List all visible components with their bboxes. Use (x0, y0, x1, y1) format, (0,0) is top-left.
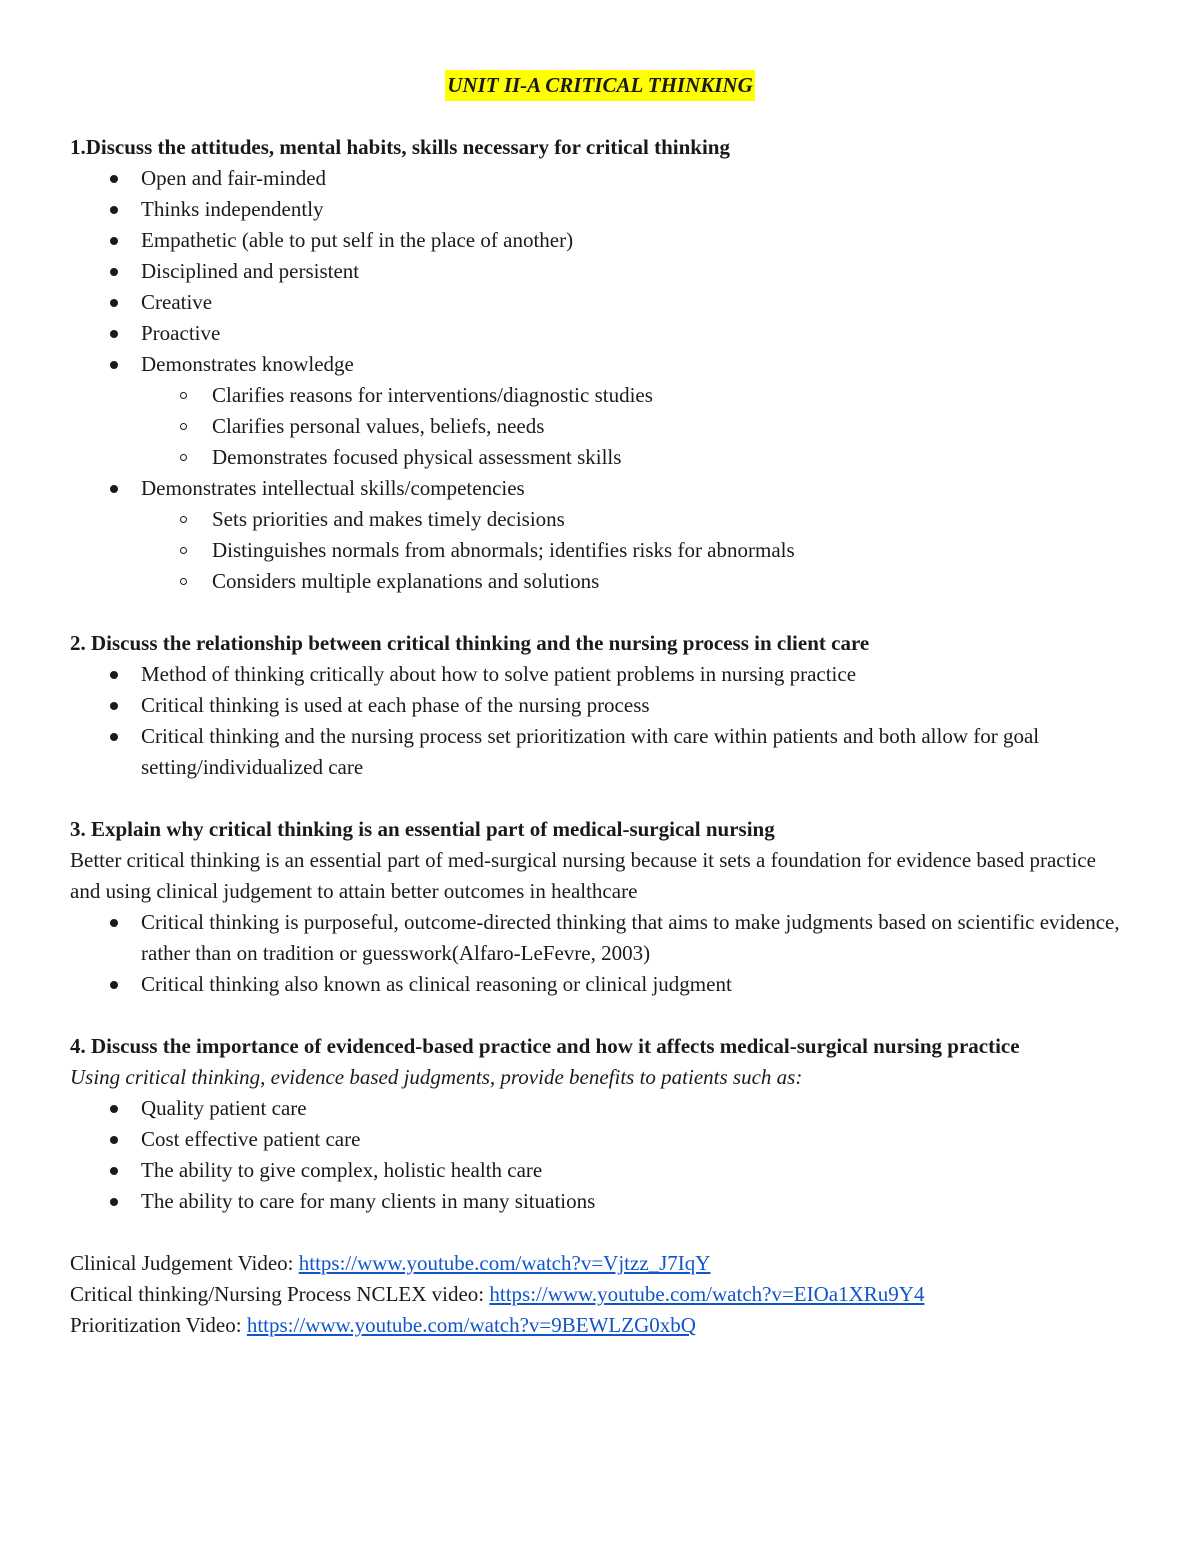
bullet-icon (110, 237, 118, 245)
bullet-icon (110, 361, 118, 369)
list-item: Demonstrates knowledge Clarifies reasons for interventions/diagnostic studies Clarifies personal values, beliefs, needs Demonstrates focused physical assessment skills (70, 349, 1130, 473)
list-item: Disciplined and persistent (70, 256, 1130, 287)
list-item: Critical thinking and the nursing process set prioritization with care within patients and both allow for goal setting/individualized care (70, 721, 1130, 783)
q3-list (70, 907, 1130, 1000)
q2-list (70, 659, 1130, 783)
list-item: Quality patient care (70, 1093, 1130, 1124)
page-title: UNIT II-A CRITICAL THINKING (445, 70, 755, 101)
hollow-bullet-icon (180, 423, 187, 430)
video-label: Prioritization Video: (70, 1313, 247, 1337)
list-item: The ability to care for many clients in many situations (70, 1186, 1130, 1217)
hollow-bullet-icon (180, 578, 187, 585)
list-item: Critical thinking is purposeful, outcome-directed thinking that aims to make judgments based on scientific evidence, rather than on tradition or guesswork(Alfaro-LeFevre, 2003) (70, 907, 1130, 969)
sub-list-item: Sets priorities and makes timely decisions (141, 504, 1130, 535)
hollow-bullet-icon (180, 392, 187, 399)
list-item: Critical thinking is used at each phase of the nursing process (70, 690, 1130, 721)
hollow-bullet-icon (180, 547, 187, 554)
q1-heading: 1.Discuss the attitudes, mental habits, skills necessary for critical thinking (70, 135, 730, 159)
video-line-nclex (70, 1279, 1130, 1310)
document-body (70, 70, 1130, 1341)
bullet-icon (110, 330, 118, 338)
knowledge-sublist (141, 380, 1130, 473)
q1-list (70, 163, 1130, 597)
list-item: Empathetic (able to put self in the place of another) (70, 225, 1130, 256)
bullet-icon (110, 919, 118, 927)
list-item: Creative (70, 287, 1130, 318)
spacer (70, 783, 1130, 814)
q4-list (70, 1093, 1130, 1217)
bullet-icon (110, 206, 118, 214)
video-link-clinical-judgement[interactable]: https://www.youtube.com/watch?v=Vjtzz_J7IqY (298, 1251, 711, 1275)
spacer (70, 597, 1130, 628)
bullet-icon (110, 1198, 118, 1206)
sub-list-item: Clarifies reasons for interventions/diagnostic studies (141, 380, 1130, 411)
sub-list-item: Distinguishes normals from abnormals; identifies risks for abnormals (141, 535, 1130, 566)
video-line-clinical-judgement (70, 1248, 1130, 1279)
video-link-nclex[interactable]: https://www.youtube.com/watch?v=EIOa1XRu9Y4 (489, 1282, 925, 1306)
list-item: Thinks independently (70, 194, 1130, 225)
list-item: Cost effective patient care (70, 1124, 1130, 1155)
q3-paragraph: Better critical thinking is an essential part of med-surgical nursing because it sets a foundation for evidence based practice and using clinical judgement to attain better outcomes in healthcare (70, 848, 1096, 903)
sub-list-item: Clarifies personal values, beliefs, needs (141, 411, 1130, 442)
video-label: Critical thinking/Nursing Process NCLEX video: (70, 1282, 490, 1306)
list-item: Proactive (70, 318, 1130, 349)
bullet-icon (110, 1167, 118, 1175)
bullet-icon (110, 671, 118, 679)
bullet-icon (110, 702, 118, 710)
video-label: Clinical Judgement Video: (70, 1251, 299, 1275)
bullet-icon (110, 1136, 118, 1144)
q3-heading: 3. Explain why critical thinking is an essential part of medical-surgical nursing (70, 817, 775, 841)
hollow-bullet-icon (180, 516, 187, 523)
intellectual-sublist (141, 504, 1130, 597)
video-line-prioritization (70, 1310, 1130, 1341)
sub-list-item: Demonstrates focused physical assessment skills (141, 442, 1130, 473)
sub-list-item: Considers multiple explanations and solutions (141, 566, 1130, 597)
hollow-bullet-icon (180, 454, 187, 461)
title-row (70, 70, 1130, 101)
bullet-icon (110, 981, 118, 989)
spacer (70, 1217, 1130, 1248)
list-item: The ability to give complex, holistic health care (70, 1155, 1130, 1186)
list-item: Open and fair-minded (70, 163, 1130, 194)
q4-intro: Using critical thinking, evidence based judgments, provide benefits to patients such as: (70, 1065, 803, 1089)
list-item: Critical thinking also known as clinical reasoning or clinical judgment (70, 969, 1130, 1000)
bullet-icon (110, 268, 118, 276)
bullet-icon (110, 175, 118, 183)
spacer (70, 1000, 1130, 1031)
spacer (70, 101, 1130, 132)
video-link-prioritization[interactable]: https://www.youtube.com/watch?v=9BEWLZG0xbQ (246, 1313, 696, 1337)
bullet-icon (110, 733, 118, 741)
bullet-icon (110, 485, 118, 493)
list-item: Method of thinking critically about how to solve patient problems in nursing practice (70, 659, 1130, 690)
bullet-icon (110, 299, 118, 307)
q4-heading: 4. Discuss the importance of evidenced-based practice and how it affects medical-surgical nursing practice (70, 1034, 1020, 1058)
q2-heading: 2. Discuss the relationship between critical thinking and the nursing process in client care (70, 631, 870, 655)
bullet-icon (110, 1105, 118, 1113)
list-item: Demonstrates intellectual skills/competencies Sets priorities and makes timely decisions Distinguishes normals from abnormals; identifies risks for abnormals Considers multiple explanations and solutions (70, 473, 1130, 597)
